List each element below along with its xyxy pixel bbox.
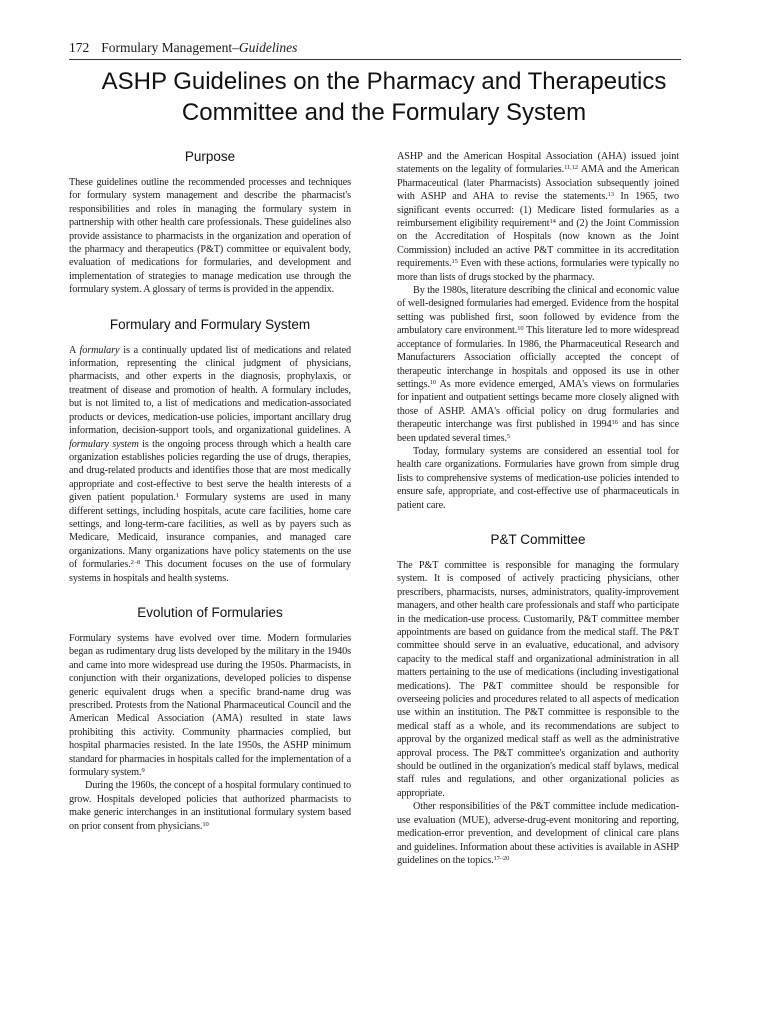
text-run: This document focuses on the use of formulary systems in hospitals and health systems. [69, 559, 351, 584]
text-run: Formulary systems are used in many different settings, including hospitals, acute care facilities, home care settings, and long-term-care facilities, as well as by payers such as Medicare, Medicaid, insurance companies, and managed care organizations. Many organizations have policy statements on the use of formularies. [69, 492, 351, 571]
running-head [69, 40, 681, 56]
section-heading-pt-committee: P&T Committee [490, 531, 586, 547]
citation-ref: 14 [549, 218, 556, 226]
page-number: 172 [69, 40, 90, 55]
pt-committee-paragraph-1: The P&T committee is responsible for managing the formulary system. It is composed of actively practicing physicians, other prescribers, pharmacists, nurses, administrators, quality-improvement managers, and other health care professionals and staff who participate in the medication-use process. Customarily, P&T committee member appointments are based on guidance from the medical staff. The P&T committee should serve in an evaluative, educational, and advisory capacity to the medical staff and organizational administration in all matters pertaining to the use of medications (including investigational medications). The P&T committee should be responsible for overseeing policies and procedures related to all aspects of medication use within an institution. The P&T committee is responsible to the medical staff as a whole, and its recommendations are subject to approval by the organized medical staff as well as the administrative approval process. The P&T committee's organization and authority should be outlined in the organization's medical staff bylaws, medical staff rules and regulations, and other organizational policies as appropriate. [397, 559, 679, 799]
text-run: In 1965, two significant events occurred: (1) Medicare listed formularies as a reimbursement eligibility requirement [397, 191, 679, 230]
section-heading-formulary: Formulary and Formulary System [109, 316, 311, 332]
citation-ref: 9 [141, 767, 145, 775]
text-run: A [69, 344, 80, 356]
text-run: is a continually updated list of medications and related information, representing the clinical judgment of physicians, pharmacists, and other experts in the diagnosis, prophylaxis, or treatment of disease and promotion of health. A formulary includes, but is not limited to, a list of medications and medication-associated products or devices, medication-use policies, important ancillary drug information, decision-support tools, and organizational guidelines. A [69, 344, 351, 437]
term-formulary: formulary [79, 344, 120, 356]
text-run: Formulary systems have evolved over time. Modern formularies began as rudimentary drug lists developed by the military in the 1940s and came into more widespread use during the 1950s. Pharmacists, in conjunction with their organizations, developed policies to dispense generic equivalent drugs when a specific brand-name drug was prescribed. Protests from the National Pharmaceutical Council and the American Medical Association (AMA) resulted in state laws prohibiting this activity. Community pharmacies complied, but hospital pharmacies resisted. In the late 1950s, the ASHP minimum standard for pharmacies in hospitals called for the implementation of a formulary system. [69, 632, 351, 779]
citation-ref: 16 [611, 419, 618, 427]
right-column [397, 150, 679, 867]
text-run: This literature led to more widespread acceptance of formularies. In 1986, the Pharmaceutical Research and Manufacturers Association officially accepted the concept of therapeutic interchange in hospitals and opposed its use in other settings. [397, 325, 679, 390]
evolution-paragraph-2 [69, 779, 351, 833]
evolution-paragraph-3 [397, 284, 679, 445]
citation-ref: 10 [429, 378, 437, 386]
citation-ref: 15 [451, 258, 458, 266]
running-head-section: Formulary Management– [101, 40, 239, 55]
citation-ref: 10 [202, 820, 209, 828]
citation-ref: 10 [517, 325, 524, 333]
text-run: and has since been updated several times. [397, 419, 679, 444]
citation-ref: 5 [506, 432, 511, 440]
term-formulary-system: formulary system [69, 438, 139, 450]
section-heading-purpose: Purpose [184, 149, 236, 164]
text-run: As more evidence emerged, AMA's views on formularies for inpatient and outpatient settings became more closely aligned with those of ASHP. AMA's official policy on drug formularies and therapeutic interchange was first published in 1994 [397, 378, 679, 431]
header-rule [69, 59, 681, 60]
text-run: Other responsibilities of the P&T committee include medication-use evaluation (MUE), adverse-drug-event monitoring and reporting, medication-error prevention, and development of clinical care plans and guidelines. Information about these activities is available in ASHP guidelines on the topics. [397, 801, 679, 866]
formulary-paragraph [69, 344, 351, 585]
text-run: By the 1980s, literature describing the clinical and economic value of well-designed formularies had emerged. Evidence from the hospital setting was published first, soon followed by evidence from the ambulatory care environment. [397, 285, 679, 337]
pt-committee-paragraph-2 [397, 800, 679, 867]
text-run: Even with these actions, formularies were typically no more than lists of drugs stocked by the pharmacy. [397, 258, 679, 283]
title-line-1: ASHP Guidelines on the Pharmacy and Therapeutics [101, 68, 667, 95]
left-column [69, 148, 351, 833]
document-title [40, 66, 728, 128]
section-heading-evolution: Evolution of Formularies [137, 604, 283, 620]
evolution-paragraph-1 [69, 632, 351, 779]
evolution-paragraph-4: Today, formulary systems are considered an essential tool for health care organizations. Formularies have grown from simple drug lists to comprehensive systems of medication-use policies intended to ensure safe, appropriate, and cost-effective use of pharmaceuticals in patient care. [397, 445, 679, 511]
citation-ref: 17–20 [493, 854, 510, 862]
citation-ref: 2–8 [130, 559, 141, 567]
text-run: AMA and the American Pharmaceutical (later Pharmacists) Association subsequently joined with ASHP and AHA to revise the statements. [397, 164, 679, 203]
citation-ref: 11,12 [564, 164, 578, 172]
running-head-subsection: Guidelines [238, 40, 298, 55]
evolution-paragraph-2-continued [397, 150, 679, 284]
text-run: During the 1960s, the concept of a hospital formulary continued to grow. Hospitals developed policies that authorized pharmacists to make generic interchanges in an institutional formulary system based on prior consent from physicians. [69, 780, 351, 832]
purpose-paragraph: These guidelines outline the recommended processes and techniques for formulary system management and describe the pharmacist's responsibilities and roles in managing the formulary system in partnership with other health care professionals. These guidelines also provide assistance to pharmacists in the organization and operation of the pharmacy and therapeutics (P&T) committee or equivalent body, evaluation of medications for formularies, and development and implementation of strategies to manage medication use through the formulary system. A glossary of terms is provided in the appendix. [69, 177, 351, 296]
citation-ref: 1 [175, 492, 179, 500]
title-line-2: Committee and the Formulary System [181, 99, 587, 126]
text-run: is the ongoing process through which a health care organization establishes policies regarding the use of drugs, therapies, and drug-related products and identifies those that are most medically appropriate and cost-effective to best serve the health interests of a given patient population. [69, 438, 352, 504]
citation-ref: 13 [607, 191, 614, 199]
text-run: and (2) the Joint Commission on the Accreditation of Hospitals (now known as the Joint Commission) included an active P&T committee in its accreditation requirements. [397, 218, 679, 270]
text-run: ASHP and the American Hospital Association (AHA) issued joint statements on the legality of formularies. [397, 151, 679, 176]
